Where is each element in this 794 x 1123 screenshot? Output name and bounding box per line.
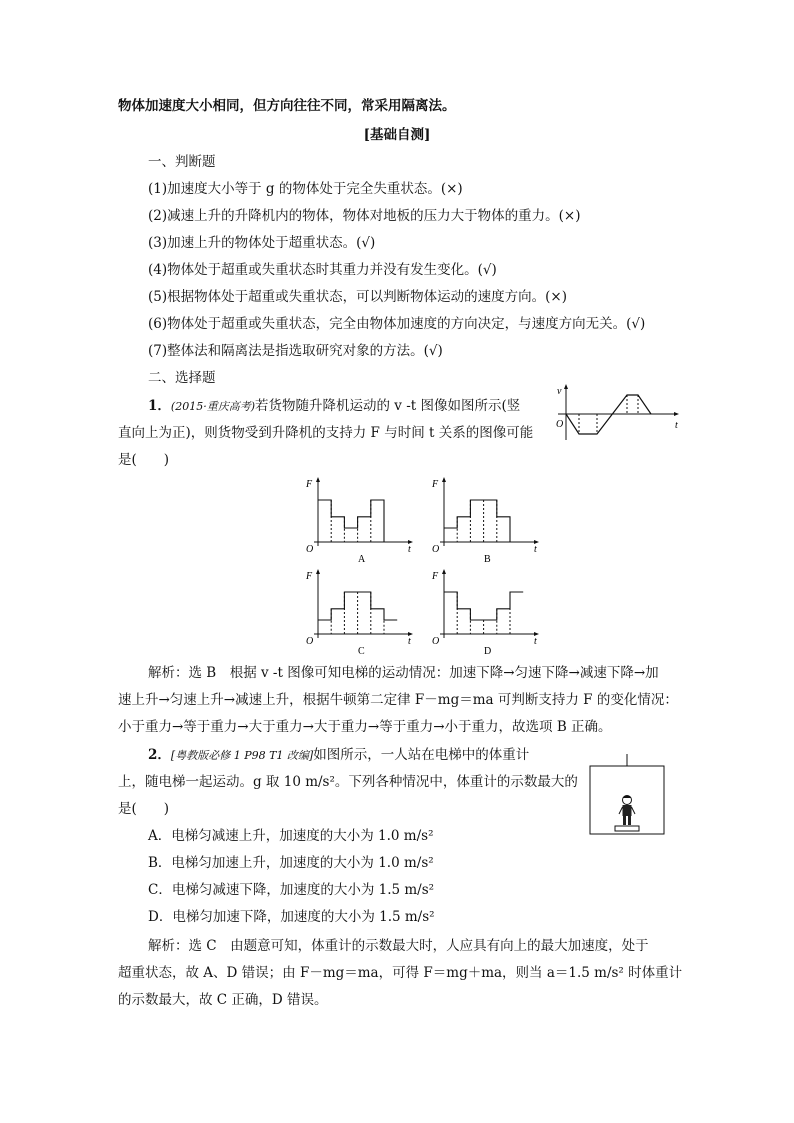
- t-axis-label: t: [408, 544, 411, 555]
- f-step-line: [444, 592, 523, 620]
- q1-line1: [148, 396, 520, 417]
- q1-solution-1: 解析：选 B 根据 v -t 图像可知电梯的运动情况：加速下降→匀速下降→减速下降→加: [148, 665, 659, 681]
- option-graphs: [300, 476, 537, 660]
- elevator-figure: [588, 752, 666, 836]
- q2-text1: 如图所示，一人站在电梯中的体重计: [313, 747, 530, 763]
- origin-label: O: [306, 636, 314, 647]
- vt-axis-v: v: [557, 386, 562, 397]
- q2-line3: 是( ): [118, 801, 170, 817]
- f-axis-arrow: [316, 569, 320, 574]
- q2-solution-2: 超重状态，故 A、D 错误；由 F－mg＝ma，可得 F＝mg＋ma，则当 a＝1.5 m/s² 时体重计: [118, 965, 683, 981]
- judgment-6: (6)物体处于超重或失重状态，完全由物体加速度的方向决定，与速度方向无关。(√): [148, 316, 646, 332]
- vt-axis-t: t: [675, 420, 678, 431]
- q1-solution-2: 速上升→匀速上升→减速上升，根据牛顿第二定律 F－mg＝ma 可判断支持力 F 的变化情况：: [118, 692, 678, 708]
- t-axis-label: t: [534, 636, 537, 647]
- q1-line3: 是( ): [118, 452, 170, 468]
- q1-solution-3: 小于重力→等于重力→大于重力→大于重力→等于重力→小于重力，故选项 B 正确。: [118, 719, 612, 735]
- origin-label: O: [432, 636, 440, 647]
- origin-label: O: [306, 544, 314, 555]
- graph-c: [305, 569, 413, 657]
- q2-number: 2．: [148, 747, 171, 763]
- q2-line2: 上，随电梯一起运动。g 取 10 m/s²。下列各种情况中，体重计的示数最大的: [118, 774, 578, 790]
- judgment-3: (3)加速上升的物体处于超重状态。(√): [148, 235, 376, 251]
- q2-solution-1: 解析：选 C 由题意可知，体重计的示数最大时，人应具有向上的最大加速度，处于: [148, 938, 649, 954]
- person-icon: [619, 796, 635, 826]
- vt-graph: [552, 382, 682, 444]
- judgment-5: (5)根据物体处于超重或失重状态，可以判断物体运动的速度方向。(×): [148, 289, 567, 305]
- judgment-7: (7)整体法和隔离法是指选取研究对象的方法。(√): [148, 343, 443, 359]
- intro-line: 物体加速度大小相同，但方向往往不同，常采用隔离法。: [118, 98, 456, 114]
- option-label: D: [484, 646, 492, 657]
- f-axis-label: F: [306, 479, 313, 490]
- f-axis-label: F: [306, 571, 313, 582]
- graph-a: [305, 477, 413, 565]
- f-axis-label: F: [432, 571, 439, 582]
- judgment-2: (2)减速上升的升降机内的物体，物体对地板的压力大于物体的重力。(×): [148, 208, 581, 224]
- judgment-4: (4)物体处于超重或失重状态时其重力并没有发生变化。(√): [148, 262, 497, 278]
- q2-choice-a: A．电梯匀减速上升，加速度的大小为 1.0 m/s²: [148, 828, 434, 844]
- part1-title: 一、判断题: [148, 154, 216, 170]
- origin-label: O: [432, 544, 440, 555]
- q2-choice-b: B．电梯匀加速上升，加速度的大小为 1.0 m/s²: [148, 855, 434, 871]
- q2-solution-3: 的示数最大，故 C 正确，D 错误。: [118, 992, 328, 1008]
- q2-choice-c: C．电梯匀减速下降，加速度的大小为 1.5 m/s²: [148, 882, 435, 898]
- q1-number: 1．: [148, 398, 171, 414]
- q1-source: (2015·重庆高考): [170, 400, 255, 413]
- t-axis-label: t: [408, 636, 411, 647]
- q2-line1: [148, 745, 529, 766]
- judgment-1: (1)加速度大小等于 g 的物体处于完全失重状态。(×): [148, 181, 463, 197]
- t-axis-label: t: [534, 544, 537, 555]
- option-label: C: [358, 646, 365, 657]
- part2-title: 二、选择题: [148, 370, 216, 386]
- option-label: B: [484, 554, 491, 565]
- graph-d: [431, 569, 539, 657]
- f-axis-arrow: [442, 569, 446, 574]
- q2-choice-d: D．电梯匀加速下降，加速度的大小为 1.5 m/s²: [148, 909, 435, 925]
- f-axis-label: F: [432, 479, 439, 490]
- f-axis-arrow: [442, 477, 446, 482]
- vt-origin: O: [556, 419, 564, 430]
- section-heading: [基础自测]: [363, 127, 431, 143]
- q1-text1: 若货物随升降机运动的 v -t 图像如图所示(竖: [254, 398, 521, 414]
- graph-b: [431, 477, 539, 565]
- q1-line2: 直向上为正)，则货物受到升降机的支持力 F 与时间 t 关系的图像可能: [118, 425, 534, 441]
- q2-source: [粤教版必修 1 P98 T1 改编]: [170, 749, 314, 762]
- scale-icon: [615, 826, 639, 831]
- option-label: A: [358, 554, 366, 565]
- f-axis-arrow: [316, 477, 320, 482]
